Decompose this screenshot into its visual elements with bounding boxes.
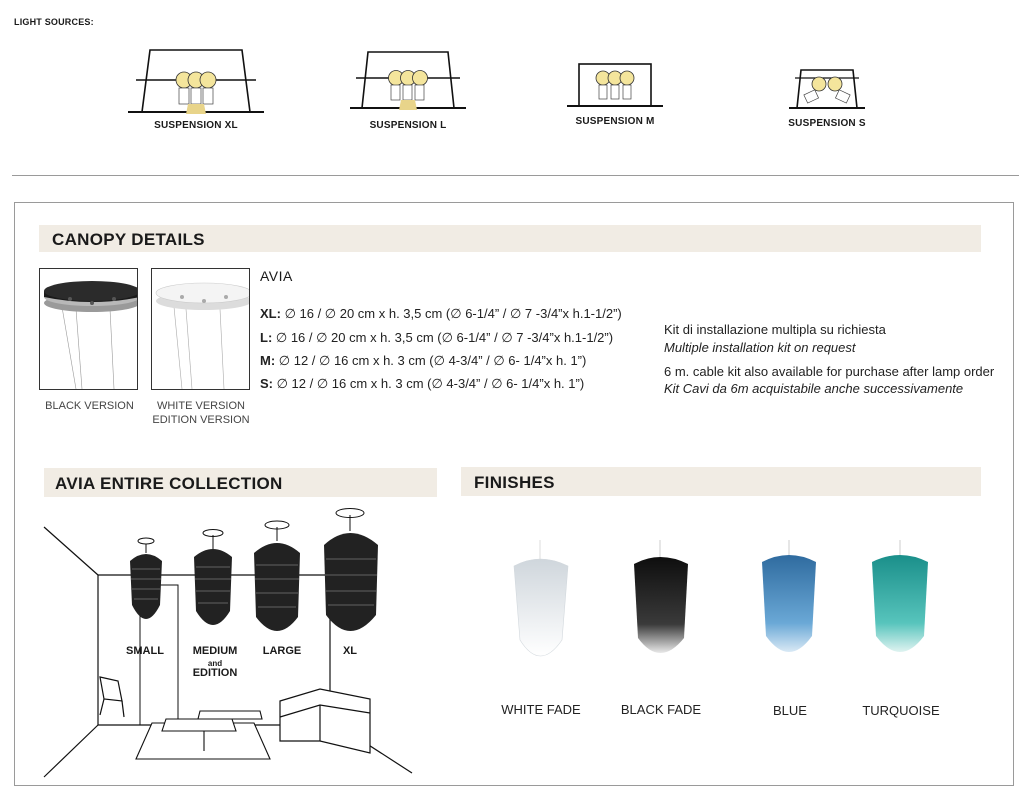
suspension-m-icon bbox=[565, 60, 665, 112]
collection-medium-label: MEDIUM bbox=[192, 645, 238, 657]
finishes-title: FINISHES bbox=[474, 473, 555, 492]
finish-turquoise-icon bbox=[872, 540, 928, 652]
spec-text-s: ∅ 12 / ∅ 16 cm x h. 3 cm (∅ 4-3/4” / ∅ 6- 1/4”x h. 1”) bbox=[273, 376, 585, 391]
finish-white-fade-label: WHITE FADE bbox=[501, 702, 581, 717]
collection-small-label: SMALL bbox=[126, 645, 164, 657]
section-divider bbox=[12, 175, 1019, 176]
note-kit-it: Kit di installazione multipla su richiesta bbox=[664, 322, 886, 337]
collection-and-label: and bbox=[207, 659, 223, 668]
spec-line-xl bbox=[260, 306, 622, 322]
finish-blue-icon bbox=[762, 540, 816, 652]
collection-title: AVIA ENTIRE COLLECTION bbox=[55, 474, 283, 493]
collection-large-label: LARGE bbox=[262, 645, 302, 657]
light-sources-title: LIGHT SOURCES: bbox=[14, 17, 94, 27]
suspension-s-icon bbox=[787, 66, 867, 114]
suspension-l-label: SUSPENSION L bbox=[369, 120, 447, 131]
lamp-small-icon bbox=[130, 538, 162, 619]
white-canopy-icon bbox=[152, 269, 249, 389]
note-cable-en: 6 m. cable kit also available for purchase after lamp order bbox=[664, 364, 995, 379]
note-cable-it: Kit Cavi da 6m acquistabile anche successivamente bbox=[664, 381, 964, 396]
collection-xl-label: XL bbox=[342, 645, 358, 657]
spec-text-m: ∅ 12 / ∅ 16 cm x h. 3 cm (∅ 4-3/4” / ∅ 6- 1/4”x h. 1”) bbox=[275, 353, 587, 368]
light-source-s bbox=[737, 66, 917, 129]
lamp-xl-icon bbox=[324, 509, 378, 632]
finish-turquoise-label: TURQUOISE bbox=[862, 703, 940, 718]
spec-size-xl: XL: bbox=[260, 306, 281, 321]
finish-black-fade-icon bbox=[634, 540, 688, 653]
spec-size-l: L: bbox=[260, 330, 273, 345]
spec-text-l: ∅ 16 / ∅ 20 cm x h. 3,5 cm (∅ 6-1/4” / ∅ 7 -3/4”x h.1-1/2”) bbox=[272, 330, 614, 345]
suspension-m-label: SUSPENSION M bbox=[575, 116, 655, 127]
edition-version-caption: EDITION VERSION bbox=[152, 414, 250, 426]
black-version-caption: BLACK VERSION bbox=[45, 400, 134, 412]
canopy-details-title: CANOPY DETAILS bbox=[52, 230, 205, 249]
suspension-xl-icon bbox=[126, 44, 266, 116]
collection-illustration bbox=[40, 505, 430, 780]
black-canopy-image bbox=[39, 268, 138, 390]
light-source-m bbox=[525, 60, 705, 127]
suspension-l-icon bbox=[348, 44, 468, 116]
canopy-details-header bbox=[39, 225, 981, 252]
light-source-l bbox=[318, 44, 498, 131]
spec-line-m bbox=[260, 353, 586, 369]
spec-text-xl: ∅ 16 / ∅ 20 cm x h. 3,5 cm (∅ 6-1/4” / ∅ 7 -3/4”x h.1-1/2”) bbox=[280, 306, 622, 321]
white-canopy-image bbox=[151, 268, 250, 390]
spec-size-s: S: bbox=[260, 376, 273, 391]
finish-white-fade-icon bbox=[514, 540, 568, 656]
collection-edition-label: EDITION bbox=[192, 667, 238, 679]
finish-blue-label: BLUE bbox=[773, 703, 807, 718]
suspension-s-label: SUSPENSION S bbox=[788, 118, 866, 129]
white-version-caption: WHITE VERSION bbox=[156, 400, 245, 412]
product-name: AVIA bbox=[260, 268, 293, 284]
light-source-xl bbox=[106, 44, 286, 131]
lamp-medium-icon bbox=[194, 530, 232, 626]
spec-line-l bbox=[260, 330, 613, 346]
finishes-illustration bbox=[500, 540, 940, 680]
note-kit-en: Multiple installation kit on request bbox=[664, 340, 856, 355]
collection-header bbox=[44, 468, 437, 497]
finishes-header bbox=[461, 467, 981, 496]
finish-black-fade-label: BLACK FADE bbox=[620, 702, 702, 717]
spec-line-s bbox=[260, 376, 584, 392]
suspension-xl-label: SUSPENSION XL bbox=[154, 120, 238, 131]
spec-size-m: M: bbox=[260, 353, 276, 368]
black-canopy-icon bbox=[40, 269, 137, 389]
lamp-large-icon bbox=[254, 521, 300, 631]
